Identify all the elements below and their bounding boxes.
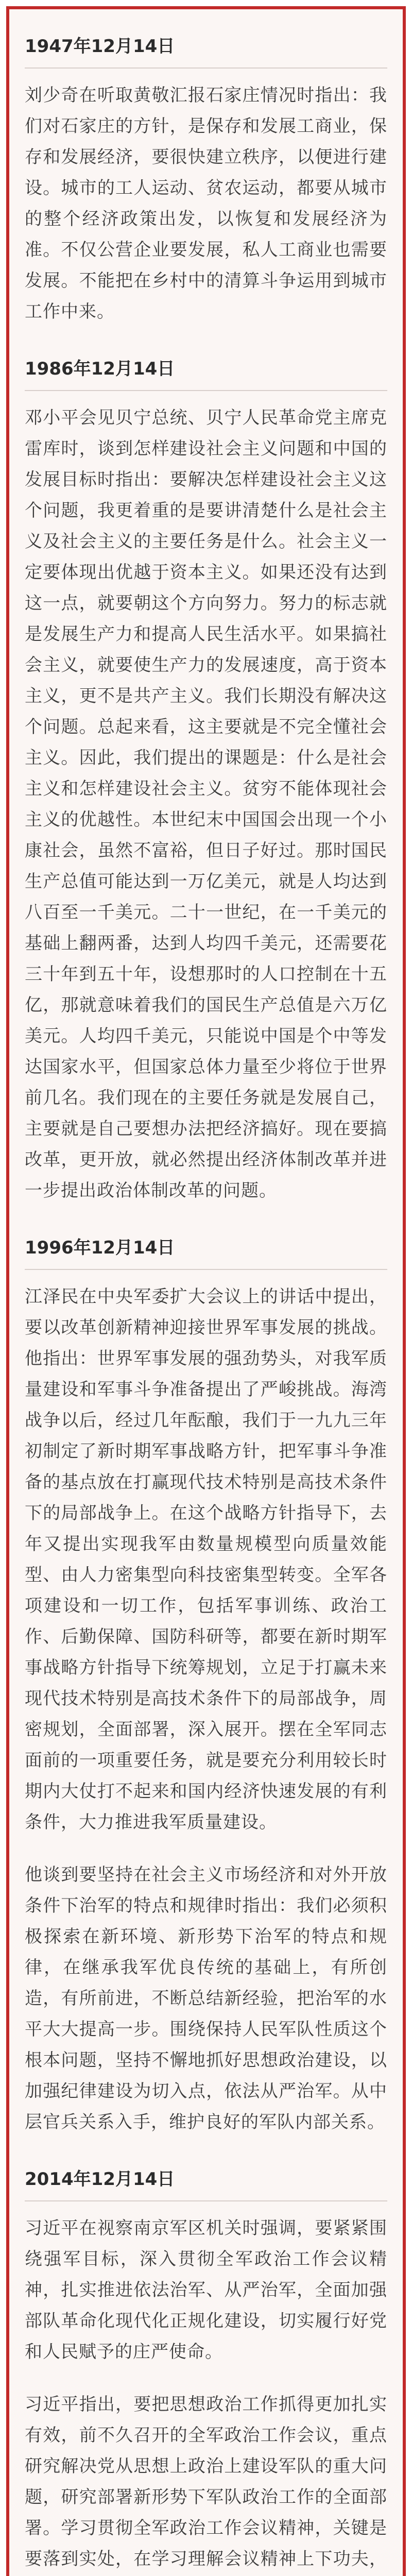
entry-paragraph: 邓小平会见贝宁总统、贝宁人民革命党主席克雷库时，谈到怎样建设社会主义问题和中国的发展目标时指出：要解决怎样建设社会主义这个问题，我更着重的是要讲清楚什么是社会主义及社会主义的主要任务是什么。社会主义一定要体现出优越于资本主义。如果还没有达到这一点，就要朝这个方向努力。努力的标志就是发展生产力和提高人民生活水平。如果搞社会主义，就要使生产力的发展速度，高于资本主义，更不是共产主义。我们长期没有解决这个问题。总起来看，这主要就是不完全懂社会主义。因此，我们提出的课题是：什么是社会主义和怎样建设社会主义。贫穷不能体现社会主义的优越性。本世纪末中国国会出现一个小康社会，虽然不富裕，但日子好过。那时国民生产总值可能达到一万亿美元，就是人均达到八百至一千美元。二十一世纪，在一千美元的基础上翻两番，达到人均四千美元，还需要花三十年到五十年，设想那时的人口控制在十五亿，那就意味着我们的国民生产总值是六万亿美元。人均四千美元，只能说中国是个中等发达国家水平，但国家总体力量至少将位于世界前几名。我们现在的主要任务就是发展自己，主要就是自己要想办法把经济搞好。现在要搞改革，更开放，就必然提出经济体制改革并进一步提出政治体制改革的问题。 [25,408,387,1201]
entry-paragraph: 江泽民在中央军委扩大会议上的讲话中提出，要以改革创新精神迎接世界军事发展的挑战。他指出：世界军事发展的强劲势头，对我军质量建设和军事斗争准备提出了严峻挑战。海湾战争以后，经过几年酝酿，我们于一九九三年初制定了新时期军事战略方针，把军事斗争准备的基点放在打赢现代技术特别是高技术条件下的局部战争上。在这个战略方针指导下，去年又提出实现我军由数量规模型向质量效能型、由人力密集型向科技密集型转变。全军各项建设和一切工作，包括军事训练、政治工作、后勤保障、国防科研等，都要在新时期军事战略方针指导下统筹规划，立足于打赢未来现代技术特别是高技术条件下的局部战争，周密规划，全面部署，深入展开。摆在全军同志面前的一项重要任务，就是要充分利用较长时期内大仗打不起来和国内经济快速发展的有利条件，大力推进我军质量建设。 [25,1286,387,1833]
entry-date: 1947年12月14日 [25,36,175,57]
date-divider [25,67,387,69]
history-entry [25,2167,387,2576]
entry-paragraph: 习近平指出，要把思想政治工作抓得更加扎实有效，前不久召开的全军政治工作会议，重点研究解决党从思想上政治上建设军队的重大问题，研究部署新形势下军队政治工作的全面部署。学习贯彻全军政治工作会议精神，关键是要落到实处，在学习理解会议精神上下功夫， [25,2394,387,2569]
history-entry [25,1236,387,2138]
entry-date: 1996年12月14日 [25,1238,175,1258]
entry-paragraph: 刘少奇在听取黄敬汇报石家庄情况时指出：我们对石家庄的方针，是保存和发展工商业，保存和发展经济，要很快建立秩序，以便进行建设。城市的工人运动、贫农运动，都要从城市的整个经济政策出发，以恢复和发展经济为准。不仅公营企业要发展，私人工商业也需要发展。不能把在乡村中的清算斗争运用到城市工作中来。 [25,85,387,322]
entry-date: 2014年12月14日 [25,2169,175,2190]
article-content [25,35,387,2576]
date-divider [25,1269,387,1270]
history-entry [25,35,387,327]
date-divider [25,2200,387,2201]
entry-date: 1986年12月14日 [25,359,175,379]
entry-paragraph: 习近平在视察南京军区机关时强调，要紧紧围绕强军目标，深入贯彻全军政治工作会议精神，扎实推进依法治军、从严治军，全面加强部队革命化现代化正规化建设，切实履行好党和人民赋予的庄严使命。 [25,2218,387,2362]
history-entry [25,357,387,1206]
page-frame [6,6,406,2576]
date-divider [25,390,387,391]
entry-paragraph: 他谈到要坚持在社会主义市场经济和对外开放条件下治军的特点和规律时指出：我们必须积极探索在新环境、新形势下治军的特点和规律，在继承我军优良传统的基础上，有所创造，有所前进，不断总结新经验，把治军的水平大大提高一步。围绕保持人民军队性质这个根本问题，坚持不懈地抓好思想政治建设，以加强纪律建设为切入点，依法从严治军。从中层官兵关系入手，维护良好的军队内部关系。 [25,1865,387,2132]
